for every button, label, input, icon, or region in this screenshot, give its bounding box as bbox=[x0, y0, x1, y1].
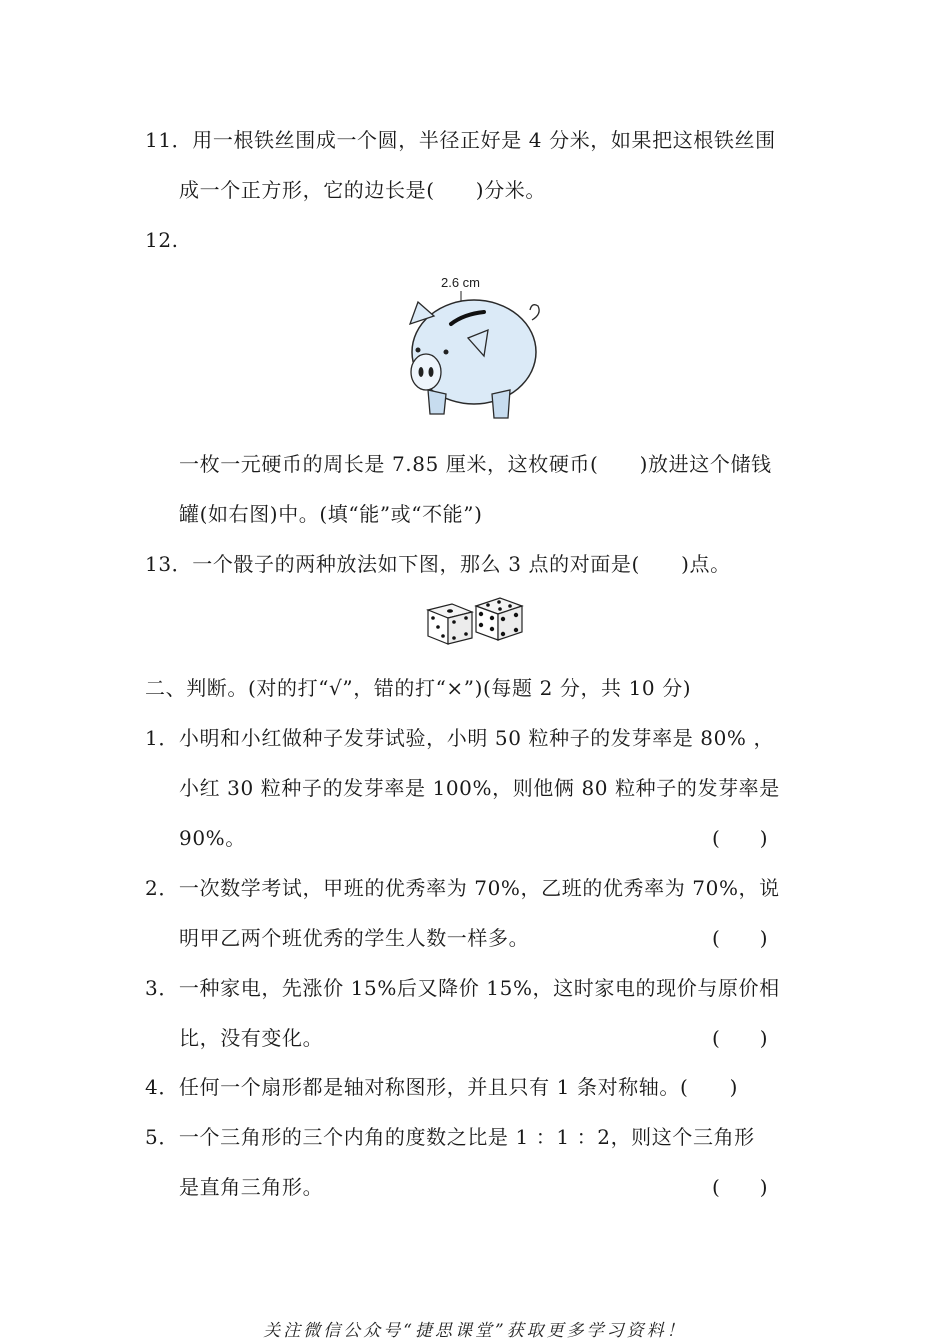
piggy-bank-figure bbox=[396, 272, 546, 432]
judge1-line-3: 90%。 bbox=[179, 826, 246, 850]
q12-number: 12. bbox=[145, 228, 179, 252]
judge2-line-2: 明甲乙两个班优秀的学生人数一样多。 bbox=[179, 926, 530, 950]
judge3-line-2: 比，没有变化。 bbox=[179, 1026, 324, 1050]
judge5-line-1: 5．一个三角形的三个内角的度数之比是 1 ：1 ：2，则这个三角形 bbox=[145, 1125, 755, 1149]
judge1-line-2: 小红 30 粒种子的发芽率是 100%，则他俩 80 粒种子的发芽率是 bbox=[179, 776, 780, 800]
dice-figure bbox=[422, 596, 526, 652]
footer-note: 关注微信公众号“捷思课堂”获取更多学习资料！ bbox=[263, 1321, 687, 1341]
q12-line-2: 罐(如右图)中。(填“能”或“不能”) bbox=[179, 502, 483, 526]
die-right bbox=[476, 598, 522, 640]
pig-leg-back bbox=[492, 390, 510, 418]
judge1-line-1: 1．小明和小红做种子发芽试验，小明 50 粒种子的发芽率是 80% ， bbox=[145, 726, 775, 750]
judge4-line-1: 4．任何一个扇形都是轴对称图形，并且只有 1 条对称轴。( ) bbox=[145, 1075, 738, 1099]
judge2-line-1: 2．一次数学考试，甲班的优秀率为 70%，乙班的优秀率为 70%，说 bbox=[145, 876, 780, 900]
judge3-answer-blank[interactable]: ( ) bbox=[712, 1026, 768, 1050]
die-left bbox=[428, 604, 472, 644]
section2-title: 二、判断。(对的打“√”，错的打“×”)(每题 2 分，共 10 分) bbox=[145, 676, 692, 700]
q13-line-1: 13．一个骰子的两种放法如下图，那么 3 点的对面是( )点。 bbox=[145, 552, 731, 576]
judge1-answer-blank[interactable]: ( ) bbox=[712, 826, 768, 850]
judge5-line-2: 是直角三角形。 bbox=[179, 1175, 324, 1199]
pig-eye-right bbox=[444, 350, 449, 355]
pig-nostril-left bbox=[419, 367, 424, 377]
pig-nostril-right bbox=[429, 367, 434, 377]
q11-line-1: 11．用一根铁丝围成一个圆，半径正好是 4 分米，如果把这根铁丝围 bbox=[145, 128, 776, 152]
judge5-answer-blank[interactable]: ( ) bbox=[712, 1175, 768, 1199]
pig-tail bbox=[530, 305, 539, 320]
judge2-answer-blank[interactable]: ( ) bbox=[712, 926, 768, 950]
q11-line-2: 成一个正方形，它的边长是( )分米。 bbox=[179, 178, 547, 202]
q12-line-1: 一枚一元硬币的周长是 7.85 厘米，这枚硬币( )放进这个储钱 bbox=[179, 452, 772, 476]
slot-width-label: 2.6 cm bbox=[441, 275, 481, 290]
judge3-line-1: 3．一种家电，先涨价 15%后又降价 15%，这时家电的现价与原价相 bbox=[145, 976, 780, 1000]
pig-leg-front bbox=[428, 390, 446, 414]
pig-snout bbox=[411, 354, 441, 390]
pig-eye-left bbox=[416, 348, 421, 353]
